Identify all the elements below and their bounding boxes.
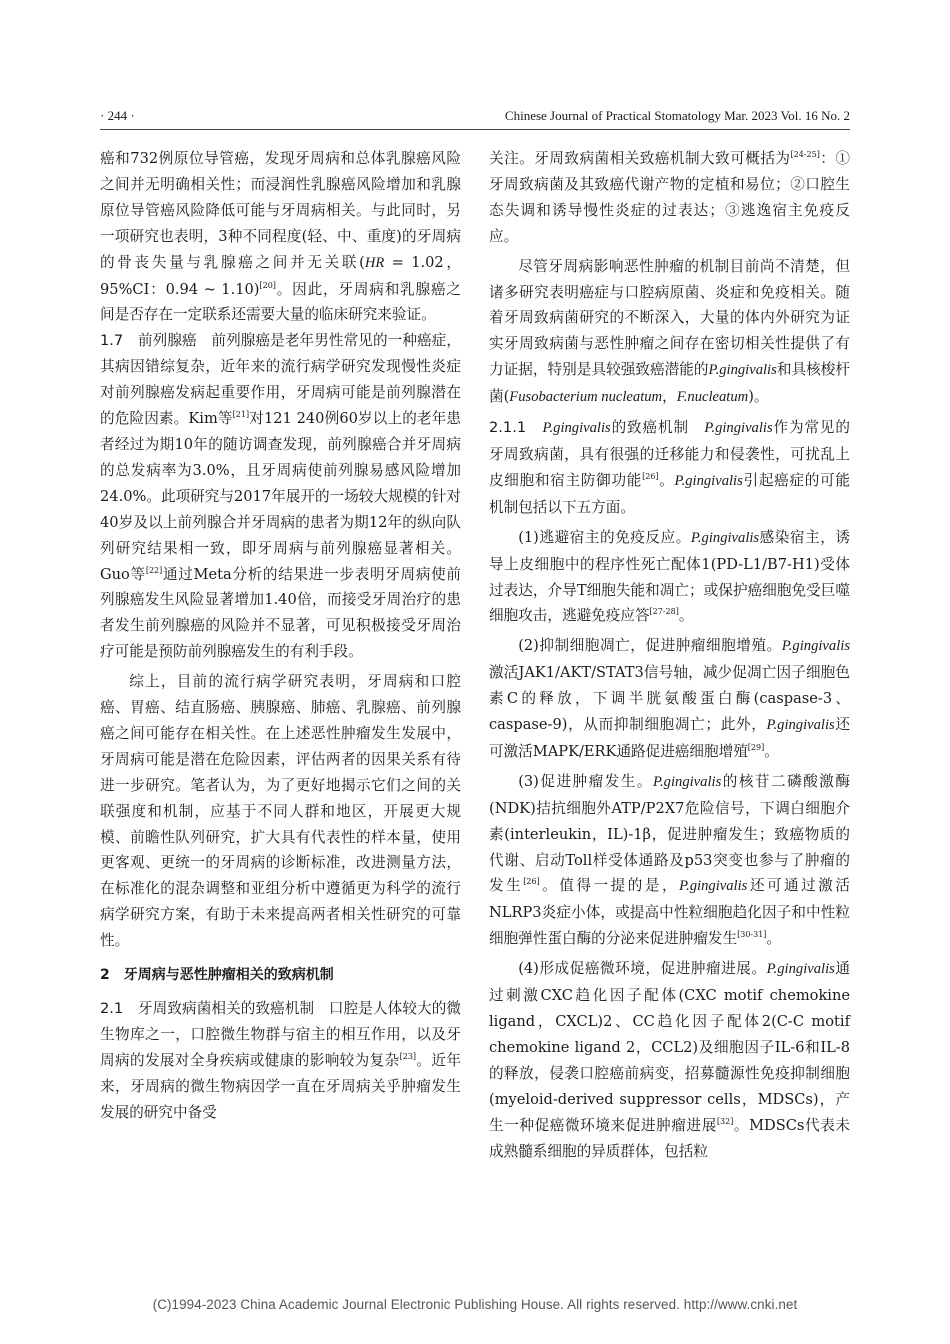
left-column [100, 146, 461, 1126]
paragraph-mechanism-4: (4)形成促癌微环境，促进肿瘤进展。P.gingivalis通过刺激CXC趋化因子配体(CXC motif chemokine ligand，CXCL)2、CC趋化因子配体2(C-C motif chemokine ligand 2，CCL2)及细胞因子IL-6和IL-8的释放，侵袭口腔癌前病变，招募髓源性免疫抑制细胞(myeloid-derived suppressor cells，MDSCs)，产生一种促癌微环境来促进肿瘤进展[32]。MDSCs代表未成熟髓系细胞的异质群体，包括粒 [489, 960, 850, 1160]
journal-running-title: Chinese Journal of Practical Stomatology Mar. 2023 Vol. 16 No. 2 [504, 108, 850, 123]
right-column [489, 146, 850, 1164]
paragraph-mechanism-intro: 尽管牙周病影响恶性肿瘤的机制目前尚不清楚，但诸多研究表明癌症与口腔病原菌、炎症和免疫相关。随着牙周致病菌研究的不断深入，大量的体内外研究为证实牙周致病菌与恶性肿瘤之间存在密切相关性提供了有力证据，特别是具较强致癌潜能的P.gingivalis和具核梭杆菌(Fusobacterium nucleatum，F.nucleatum)。 [489, 257, 850, 406]
paragraph-mechanism-1: (1)逃避宿主的免疫反应。P.gingivalis感染宿主，诱导上皮细胞中的程序性死亡配体1(PD-L1/B7-H1)受体过表达，介导T细胞失能和凋亡；或保护癌细胞免受巨噬细胞攻击，逃避免疫应答[27-28]。 [489, 528, 850, 625]
citation: [21] [232, 410, 250, 420]
paragraph-mechanism-3: (3)促进肿瘤发生。P.gingivalis的核苷二磷酸激酶(NDK)拮抗细胞外ATP/P2X7危险信号，下调白细胞介素(interleukin，IL)-1β，促进肿瘤发生；致癌物质的代谢、启动Toll样受体通路及p53突变也参与了肿瘤的发生[26]。值得一提的是，P.gingivalis还可通过激活NLRP3炎症小体，或提高中性粒细胞趋化因子和中性粒细胞弹性蛋白酶的分泌来促进肿瘤发生[30-31]。 [489, 772, 850, 948]
citation: [26] [642, 472, 659, 482]
paragraph-summary: 综上，目前的流行病学研究表明，牙周病和口腔癌、胃癌、结直肠癌、胰腺癌、肺癌、乳腺癌、前列腺癌之间可能存在相关性。在上述恶性肿瘤发生发展中，牙周病可能是潜在危险因素，评估两者的因果关系有待进一步研究。笔者认为，为了更好地揭示它们之间的关联强度和机制，应基于不同人群和地区，开展更大规模、前瞻性队列研究，扩大具有代表性的样本量，使用更客观、更统一的牙周病的诊断标准，改进测量方法，在标准化的混杂调整和亚组分析中遵循更为科学的流行病学研究方案，有助于未来提高两者相关性研究的可靠性。 [100, 673, 461, 950]
citation: [29] [747, 743, 765, 753]
section-heading-2: 2 牙周病与恶性肿瘤相关的致病机制 [100, 967, 334, 984]
page-header [100, 108, 850, 130]
page-number: · 244 · [100, 108, 135, 123]
copyright-footer: (C)1994-2023 China Academic Journal Electronic Publishing House. All rights reserved. http://www.cnki.net [152, 1297, 798, 1312]
paragraph-2-1-1: 2.1.1 P.gingivalis的致癌机制 P.gingivalis作为常见的牙周致病菌，具有很强的迁移能力和侵袭性，可扰乱上皮细胞和宿主防御功能[26]。P.gingivalis引起癌症的可能机制包括以下五方面。 [489, 419, 850, 516]
citation: [32] [716, 1116, 734, 1126]
paragraph-continued: 关注。牙周致病菌相关致癌机制大致可概括为[24-25]：①牙周致病菌及其致癌代谢产物的定植和易位；②口腔生态失调和诱导慢性炎症的过表达；③逃逸宿主免疫反应。 [489, 150, 850, 245]
citation: [20] [259, 280, 276, 290]
paragraph-mechanism-2: (2)抑制细胞凋亡，促进肿瘤细胞增殖。P.gingivalis激活JAK1/AKT/STAT3信号轴，减少促凋亡因子细胞色素C的释放，下调半胱氨酸蛋白酶(caspase-3、caspase-9)，从而抑制细胞凋亡；此外，P.gingivalis还可激活MAPK/ERK通路促进癌细胞增殖[29]。 [489, 637, 850, 760]
citation: [22] [145, 565, 163, 575]
citation: [23] [399, 1052, 417, 1062]
paragraph-prostate-cancer: 1.7 前列腺癌 前列腺癌是老年男性常见的一种癌症，其病因错综复杂，近年来的流行病学研究发现慢性炎症对前列腺癌发病起重要作用，牙周病可能是前列腺潜在的危险因素。Kim等[21]对121 240例60岁以上的老年患者经过为期10年的随访调查发现，前列腺癌合并牙周病的总发病率为3.0%，且牙周病使前列腺易感风险增加24.0%。此项研究与2017年展开的一场较大规模的针对40岁及以上前列腺合并牙周病的患者为期12年的纵向队列研究结果相一致，即牙周病与前列腺癌显著相关。Guo等[22]通过Meta分析的结果进一步表明牙周病使前列腺癌发生风险显著增加1.40倍，而接受牙周治疗的患者发生前列腺癌的风险并不显著，可见积极接受牙周治疗可能是预防前列腺癌发生的有利手段。 [100, 332, 461, 661]
subsection-heading-2-1-1: 2.1.1 P.gingivalis的致癌机制 [489, 419, 689, 437]
citation: [30-31] [737, 930, 767, 940]
paragraph-breast-cancer: 癌和732例原位导管癌，发现牙周病和总体乳腺癌风险之间并无明确相关性；而浸润性乳腺癌风险增加和乳腺原位导管癌风险降低可能与牙周病相关。与此同时，另一项研究也表明，3种不同程度(轻、中、重度)的牙周病的骨丧失量与乳腺癌之间并无关联(HR = 1.02，95%CI：0.94 ~ 1.10)[20]。因此，牙周病和乳腺癌之间是否存在一定联系还需要大量的临床研究来验证。 [100, 150, 461, 324]
subsection-heading-2-1: 2.1 牙周致病菌相关的致癌机制 [100, 1000, 315, 1018]
paragraph-2-1: 2.1 牙周致病菌相关的致癌机制 口腔是人体较大的微生物库之一，口腔微生物群与宿主的相互作用，以及牙周病的发展对全身疾病或健康的影响较为复杂[23]。近年来，牙周病的微生物病因学一直在牙周病关乎肿瘤发生发展的研究中备受 [100, 1000, 461, 1121]
subsection-heading-prostate: 1.7 前列腺癌 [100, 332, 197, 350]
citation: [26] [523, 877, 540, 887]
citation: [27-28] [649, 607, 679, 617]
citation: [24-25] [790, 150, 820, 160]
